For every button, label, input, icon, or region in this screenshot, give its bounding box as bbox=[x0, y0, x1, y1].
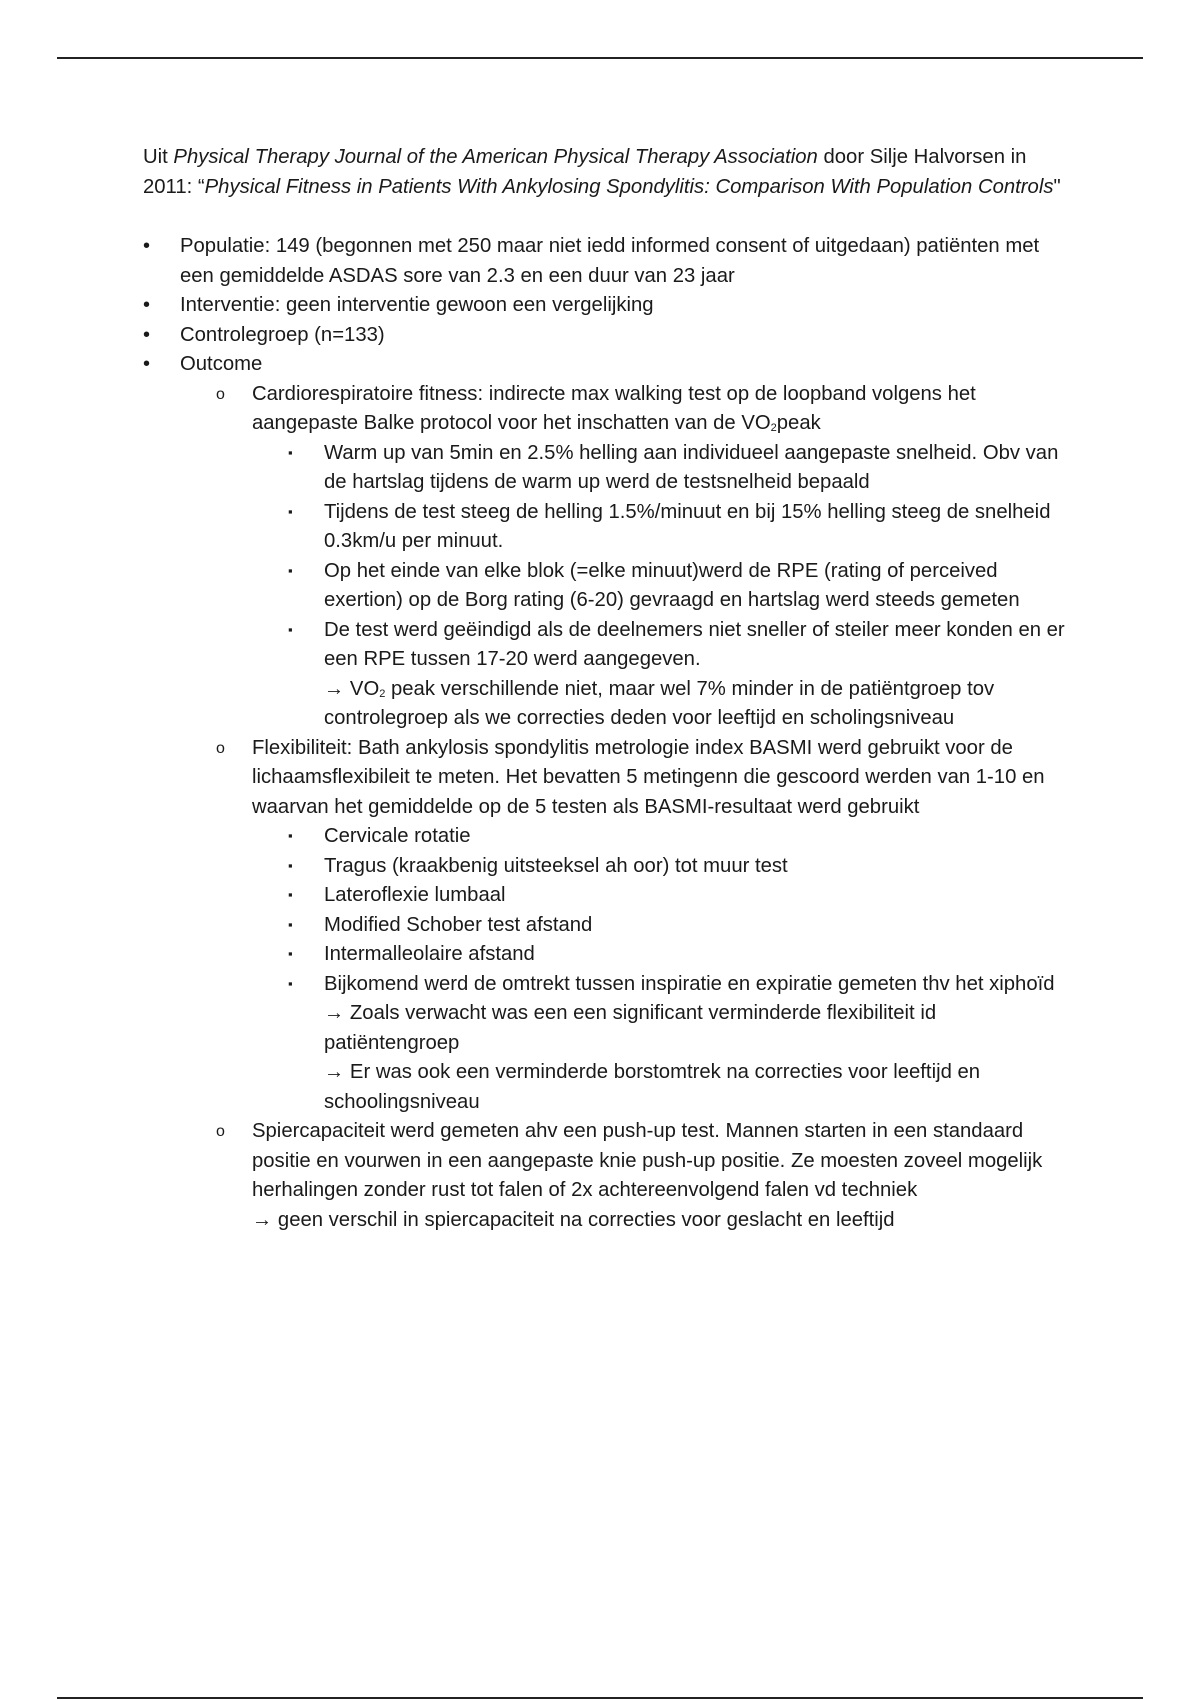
header-rule bbox=[57, 57, 1143, 59]
cardio-list bbox=[252, 439, 1073, 734]
note-text: Er was ook een verminderde borstomtrek na correcties voor leeftijd en schoolingsniveau bbox=[324, 1061, 981, 1113]
list-item-text: Intermalleolaire afstand bbox=[324, 943, 535, 965]
list-item bbox=[288, 822, 1073, 852]
list-item bbox=[288, 911, 1073, 941]
square-bullet-icon: ▪ bbox=[288, 857, 293, 873]
circle-bullet-icon: o bbox=[216, 739, 225, 757]
list-item bbox=[288, 881, 1073, 911]
intro-text: " bbox=[1053, 175, 1061, 198]
list-item-text: Cervicale rotatie bbox=[324, 825, 471, 847]
outcome-cardio bbox=[216, 380, 1073, 734]
list-item bbox=[288, 852, 1073, 882]
list-item-populatie bbox=[143, 232, 1073, 291]
square-bullet-icon: ▪ bbox=[288, 916, 293, 932]
subscript: 2 bbox=[770, 422, 777, 434]
bullet-icon: • bbox=[143, 294, 151, 316]
list-item bbox=[288, 498, 1073, 557]
note-text: VO bbox=[344, 677, 380, 700]
list-item-text: Cardiorespiratoire fitness: indirecte max walking test op de loopband volgens het aangepaste Balke protocol voor het inschatten van de VO bbox=[252, 382, 976, 434]
list-item bbox=[288, 616, 1073, 734]
list-item bbox=[288, 439, 1073, 498]
square-bullet-icon: ▪ bbox=[288, 444, 293, 460]
list-item bbox=[288, 970, 1073, 1118]
flex-list bbox=[252, 822, 1073, 1117]
list-item-text: Flexibiliteit: Bath ankylosis spondylitis metrologie index BASMI werd gebruikt voor de lichaamsflexibileit te meten. Het bevatten 5 metingenn die gescoord werden van 1-10 en waarvan het gemiddelde op de 5 testen als BASMI-resultaat werd gebruikt bbox=[252, 736, 1045, 818]
square-bullet-icon: ▪ bbox=[288, 562, 293, 578]
list-item bbox=[288, 940, 1073, 970]
outcome-list bbox=[180, 380, 1073, 1236]
list-item-text: Tijdens de test steeg de helling 1.5%/minuut en bij 15% helling steeg de snelheid 0.3km/u per minuut. bbox=[324, 500, 1051, 552]
circle-bullet-icon: o bbox=[216, 1123, 225, 1140]
circle-bullet-icon: o bbox=[216, 385, 225, 403]
subscript: 2 bbox=[379, 687, 386, 700]
list-item-interventie bbox=[143, 291, 1073, 321]
list-item-text: Lateroflexie lumbaal bbox=[324, 884, 506, 906]
list-item-text: Controlegroep (n=133) bbox=[180, 323, 385, 346]
note-text: peak verschillende niet, maar wel 7% minder in de patiëntgroep tov controlegroep als we correcties deden voor leeftijd en scholingsniveau bbox=[324, 677, 995, 729]
square-bullet-icon: ▪ bbox=[288, 503, 293, 519]
conclusion-note bbox=[252, 1206, 1073, 1236]
square-bullet-icon: ▪ bbox=[288, 887, 293, 902]
main-list bbox=[143, 232, 1073, 1235]
bullet-icon: • bbox=[143, 353, 151, 375]
intro-text: Uit bbox=[143, 146, 174, 168]
list-item-controlegroep bbox=[143, 321, 1073, 351]
arrow-icon: → bbox=[252, 1208, 273, 1231]
intro-paragraph bbox=[143, 143, 1073, 202]
conclusion-note bbox=[324, 675, 1073, 734]
outcome-spier bbox=[216, 1117, 1073, 1235]
list-item-text: De test werd geëindigd als de deelnemers niet sneller of steiler meer konden en er een RPE tussen 17-20 werd aangegeven. bbox=[324, 618, 1065, 670]
arrow-icon: → bbox=[324, 677, 345, 700]
bullet-icon: • bbox=[143, 235, 151, 257]
bullet-icon: • bbox=[143, 323, 151, 346]
outcome-flex bbox=[216, 734, 1073, 1118]
list-item-text: Populatie: 149 (begonnen met 250 maar niet iedd informed consent of uitgedaan) patiënten met een gemiddelde ASDAS sore van 2.3 en een duur van 23 jaar bbox=[180, 235, 1040, 287]
footer-rule bbox=[57, 1697, 1143, 1699]
intro-text: door Silje Halvorsen in 2011: “ bbox=[143, 146, 1027, 198]
conclusion-note bbox=[324, 999, 1073, 1058]
list-item-text: Op het einde van elke blok (=elke minuut)werd de RPE (rating of perceived exertion) op de Borg rating (6-20) gevraagd en hartslag werd steeds gemeten bbox=[324, 559, 1020, 611]
article-title: Physical Fitness in Patients With Ankylosing Spondylitis: Comparison With Population Controls bbox=[204, 175, 1054, 198]
arrow-icon: → bbox=[324, 1061, 345, 1083]
list-item-text: Outcome bbox=[180, 353, 263, 375]
square-bullet-icon: ▪ bbox=[288, 946, 293, 961]
square-bullet-icon: ▪ bbox=[288, 975, 293, 991]
note-text: geen verschil in spiercapaciteit na correcties voor geslacht en leeftijd bbox=[272, 1208, 895, 1231]
list-item-text: Tragus (kraakbenig uitsteeksel ah oor) tot muur test bbox=[324, 854, 788, 877]
list-item-outcome bbox=[143, 350, 1073, 1235]
list-item bbox=[288, 557, 1073, 616]
list-item-text: Bijkomend werd de omtrekt tussen inspiratie en expiratie gemeten thv het xiphoïd bbox=[324, 972, 1055, 995]
document-body bbox=[143, 143, 1073, 1235]
conclusion-note bbox=[324, 1058, 1073, 1117]
list-item-text: Spiercapaciteit werd gemeten ahv een push-up test. Mannen starten in een standaard positie en vourwen in een aangepaste knie push-up positie. Ze moesten zoveel mogelijk herhalingen zonder rust tot falen of 2x achtereenvolgend falen vd techniek bbox=[252, 1120, 1043, 1201]
journal-name: Physical Therapy Journal of the American Physical Therapy Association bbox=[173, 146, 818, 168]
list-item-text: Interventie: geen interventie gewoon een vergelijking bbox=[180, 294, 654, 316]
arrow-icon: → bbox=[324, 1002, 345, 1024]
list-item-text: Modified Schober test afstand bbox=[324, 913, 593, 936]
square-bullet-icon: ▪ bbox=[288, 621, 293, 637]
list-item-text: peak bbox=[776, 412, 821, 434]
list-item-text: Warm up van 5min en 2.5% helling aan individueel aangepaste snelheid. Obv van de hartslag tijdens de warm up werd de testsnelheid bepaald bbox=[324, 441, 1059, 493]
note-text: Zoals verwacht was een een significant verminderde flexibiliteit id patiëntengroep bbox=[324, 1002, 937, 1054]
square-bullet-icon: ▪ bbox=[288, 828, 293, 843]
